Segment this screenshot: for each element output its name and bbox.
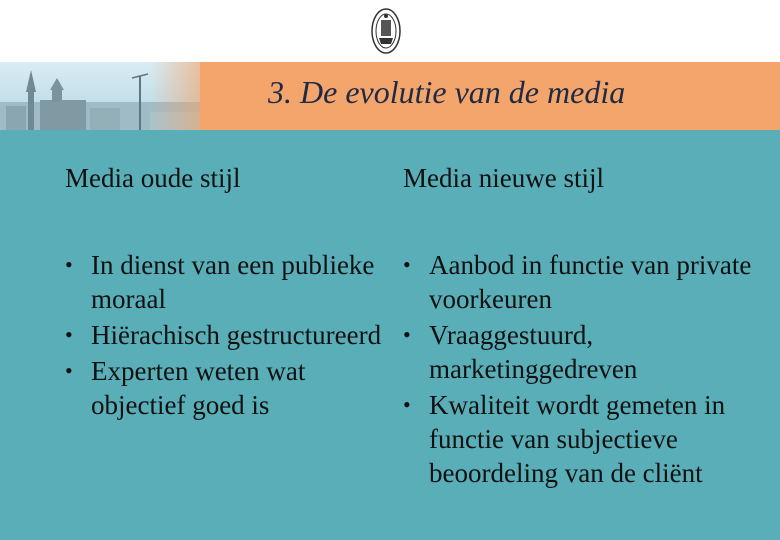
list-item bbox=[65, 354, 385, 422]
list-item bbox=[65, 248, 385, 316]
bullet-text: Experten weten wat objectief goed is bbox=[91, 356, 306, 420]
list-item bbox=[403, 248, 753, 316]
left-column-heading: Media oude stijl bbox=[65, 163, 241, 193]
bullet-icon: • bbox=[403, 322, 411, 347]
bullet-text: Hiërachisch gestructureerd bbox=[91, 320, 382, 350]
bullet-icon: • bbox=[403, 392, 411, 417]
bullet-icon: • bbox=[403, 252, 411, 277]
photo-fade bbox=[150, 62, 230, 130]
bullet-text: In dienst van een publieke moraal bbox=[91, 250, 375, 314]
list-item bbox=[65, 318, 385, 352]
list-item bbox=[403, 318, 753, 386]
content-area bbox=[0, 130, 780, 540]
bullet-icon: • bbox=[65, 252, 73, 277]
right-bullet-list bbox=[403, 248, 753, 492]
list-item bbox=[403, 388, 753, 490]
left-bullet-list bbox=[65, 248, 385, 424]
bullet-text: Kwaliteit wordt gemeten in functie van subjectieve beoordeling van de cliënt bbox=[429, 390, 726, 488]
slide-title: 3. De evolutie van de media bbox=[268, 74, 626, 110]
bullet-text: Aanbod in functie van private voorkeuren bbox=[429, 250, 752, 314]
bullet-icon: • bbox=[65, 322, 73, 347]
right-column-heading: Media nieuwe stijl bbox=[403, 163, 604, 193]
university-seal-icon bbox=[370, 6, 402, 56]
bullet-icon: • bbox=[65, 358, 73, 383]
bullet-text: Vraaggestuurd, marketinggedreven bbox=[429, 320, 638, 384]
